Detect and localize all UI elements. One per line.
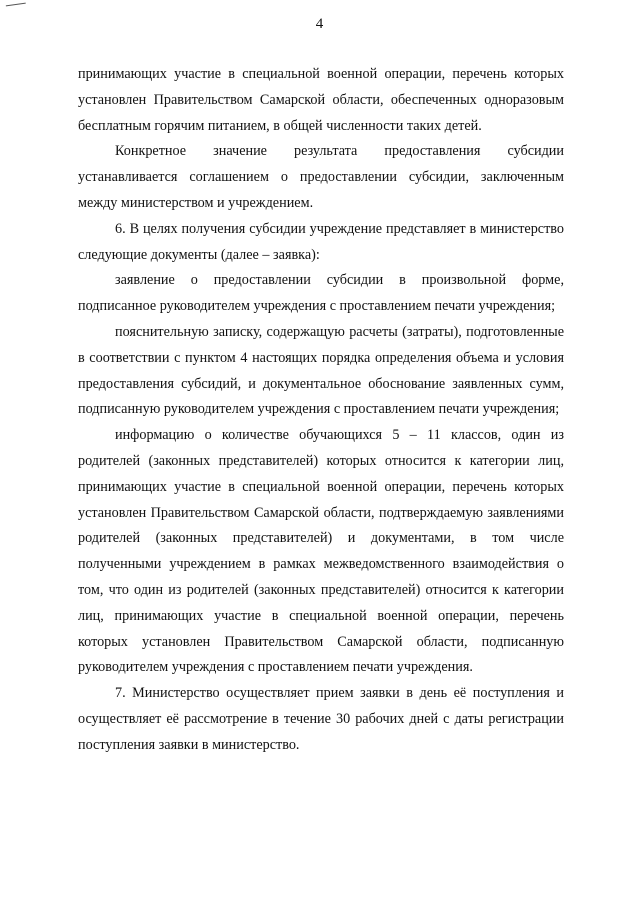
scan-mark <box>6 3 26 10</box>
document-body <box>78 62 564 759</box>
paragraph-item-6: 6. В целях получения субсидии учреждение представляет в министерство следующие документы (далее – заявка): <box>78 220 564 263</box>
paragraph-explanatory-note: пояснительную записку, содержащую расчеты (затраты), подготовленные в соответствии с пунктом 4 настоящих порядка определения объема и условия предоставления субсидий, и документальное обоснование заявленных сумм, подписанную руководителем учреждения с проставлением печати учреждения; <box>78 323 564 418</box>
paragraph-student-information: информацию о количестве обучающихся 5 – 11 классов, один из родителей (законных представителей) которых относится к категории лиц, принимающих участие в специальной военной операции, перечень которых установлен Правительством Самарской области, подтверждаемую заявлениями родителей (законных представителей) и документами, в том числе полученными учреждением в рамках межведомственного взаимодействия о том, что один из родителей (законных представителей) относится к категории лиц, принимающих участие в специальной военной операции, перечень которых установлен Правительством Самарской области, подписанную руководителем учреждения с проставлением печати учреждения. <box>78 427 564 676</box>
paragraph-application: заявление о предоставлении субсидии в произвольной форме, подписанное руководителем учреждения с проставлением печати учреждения; <box>78 272 564 315</box>
page-number: 4 <box>315 16 324 32</box>
paragraph-item-7: 7. Министерство осуществляет прием заявки в день её поступления и осуществляет её рассмотрение в течение 30 рабочих дней с даты регистрации поступления заявки в министерство. <box>78 685 564 753</box>
paragraph-continuation: принимающих участие в специальной военной операции, перечень которых установлен Правительством Самарской области, обеспеченных одноразовым бесплатным горячим питанием, в общей численности таких детей. <box>78 66 564 134</box>
paragraph-result-value: Конкретное значение результата предоставления субсидии устанавливается соглашением о предоставлении субсидии, заключенным между министерством и учреждением. <box>78 143 564 211</box>
